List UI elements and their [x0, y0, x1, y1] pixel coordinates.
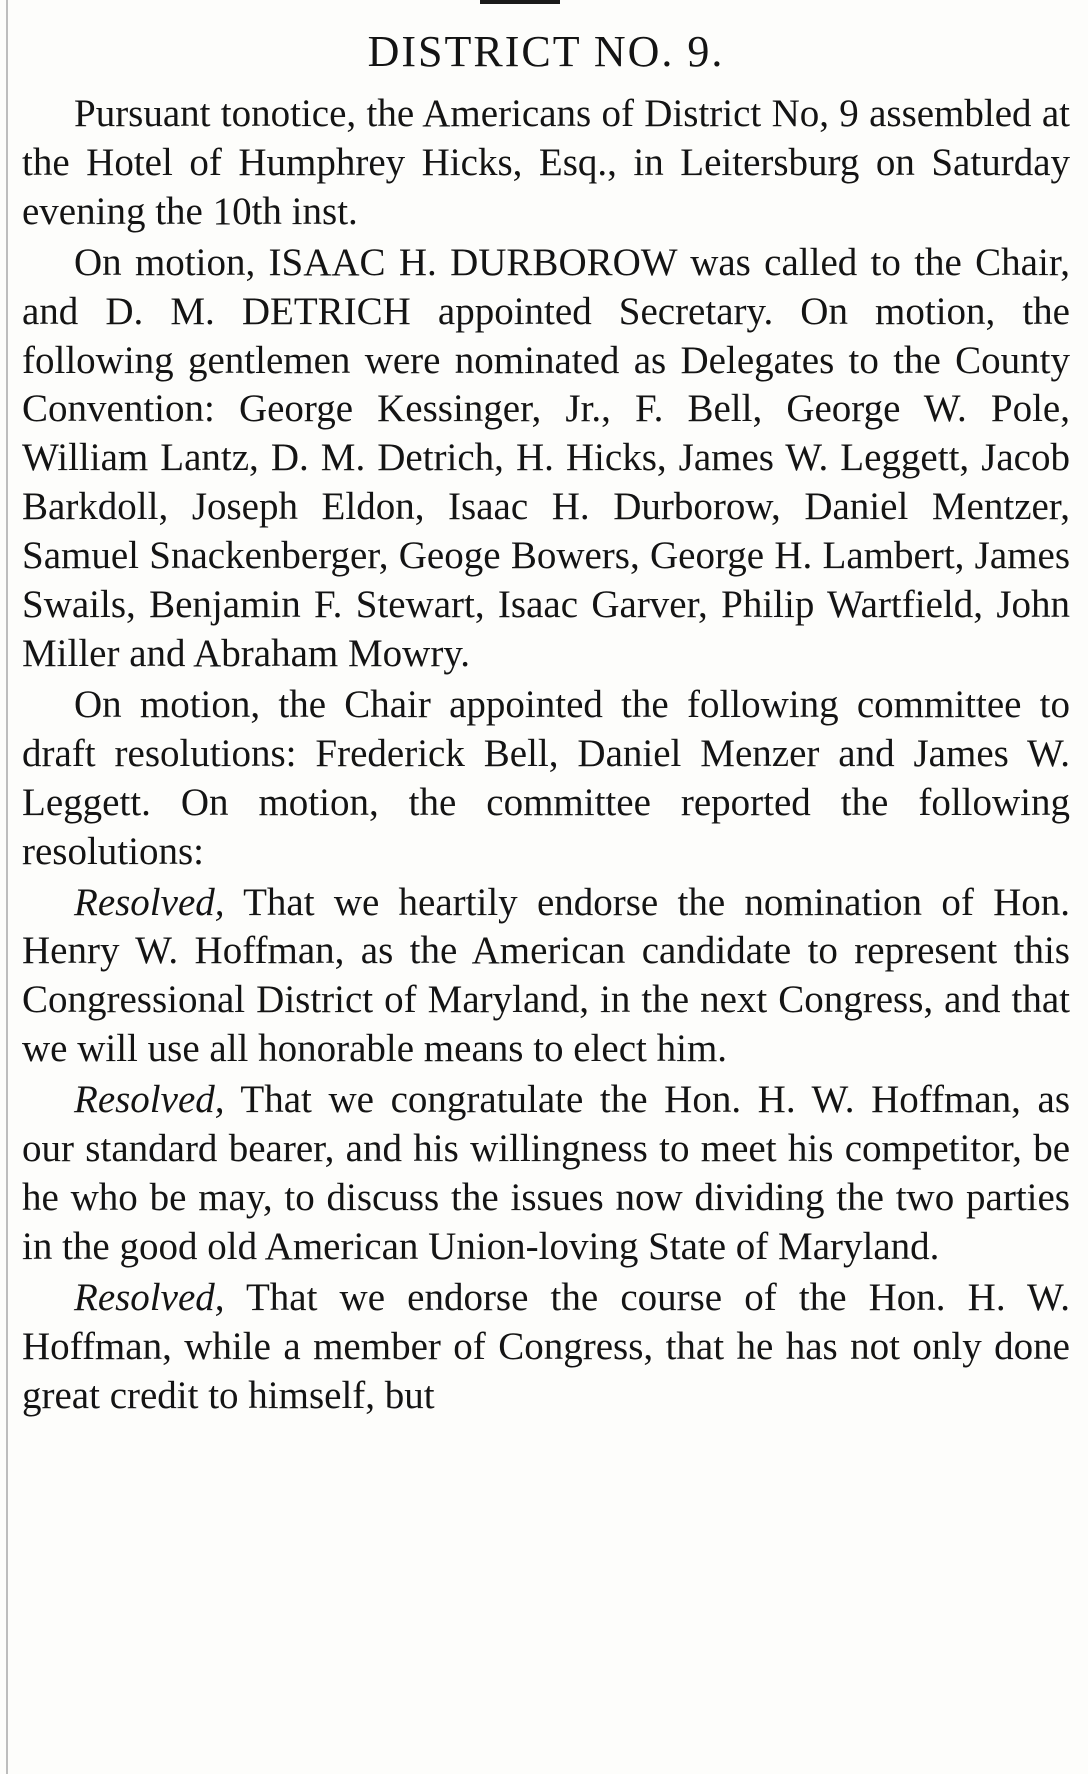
paragraph-delegates [22, 239, 1070, 679]
paragraph-text: Pursuant tonotice, the Americans of District No, 9 assembled at the Hotel of Humphrey Hicks, Esq., in Leitersburg on Saturday evening the 10th inst. [22, 92, 1070, 233]
resolution-1 [22, 879, 1070, 1075]
resolved-label: Resolved, [74, 1078, 225, 1122]
resolution-text: That we congratulate the Hon. H. W. Hoffman, as our standard bearer, and his willingness to meet his competitor, be he who be may, to discuss the issues now dividing the two parties in the good old American Union-loving State of Maryland. [22, 1078, 1070, 1268]
paragraph-notice [22, 90, 1070, 237]
article [22, 24, 1070, 1420]
paragraph-text: On motion, the Chair appointed the following committee to draft resolutions: Frederick Bell, Daniel Menzer and James W. Leggett. On motion, the committee reported the following resolutions: [22, 682, 1070, 873]
paragraph-committee [22, 681, 1070, 877]
column-top-rule [480, 0, 560, 4]
resolution-text: That we heartily endorse the nomination of Hon. Henry W. Hoffman, as the American candidate to represent this Congressional District of Maryland, in the next Congress, and that we will use all honorable means to elect him. [22, 880, 1070, 1071]
column-border [6, 0, 8, 1774]
resolution-3 [22, 1274, 1070, 1421]
resolution-text: That we endorse the course of the Hon. H. W. Hoffman, while a member of Congress, that he has not only done great credit to himself, but [22, 1275, 1070, 1417]
resolved-label: Resolved, [74, 880, 225, 924]
paragraph-text: On motion, ISAAC H. DURBOROW was called to the Chair, and D. M. DETRICH appointed Secretary. On motion, the following gentlemen were nominated as Delegates to the County Convention: George Kessinger, Jr., F. Bell, George W. Pole, William Lantz, D. M. Detrich, H. Hicks, James W. Leggett, Jacob Barkdoll, Joseph Eldon, Isaac H. Durborow, Daniel Mentzer, Samuel Snackenberger, Geoge Bowers, George H. Lambert, James Swails, Benjamin F. Stewart, Isaac Garver, Philip Wartfield, John Miller and Abraham Mowry. [22, 240, 1070, 675]
article-headline: DISTRICT NO. 9. [367, 27, 725, 76]
resolved-label: Resolved, [74, 1275, 225, 1319]
resolution-2 [22, 1076, 1070, 1272]
